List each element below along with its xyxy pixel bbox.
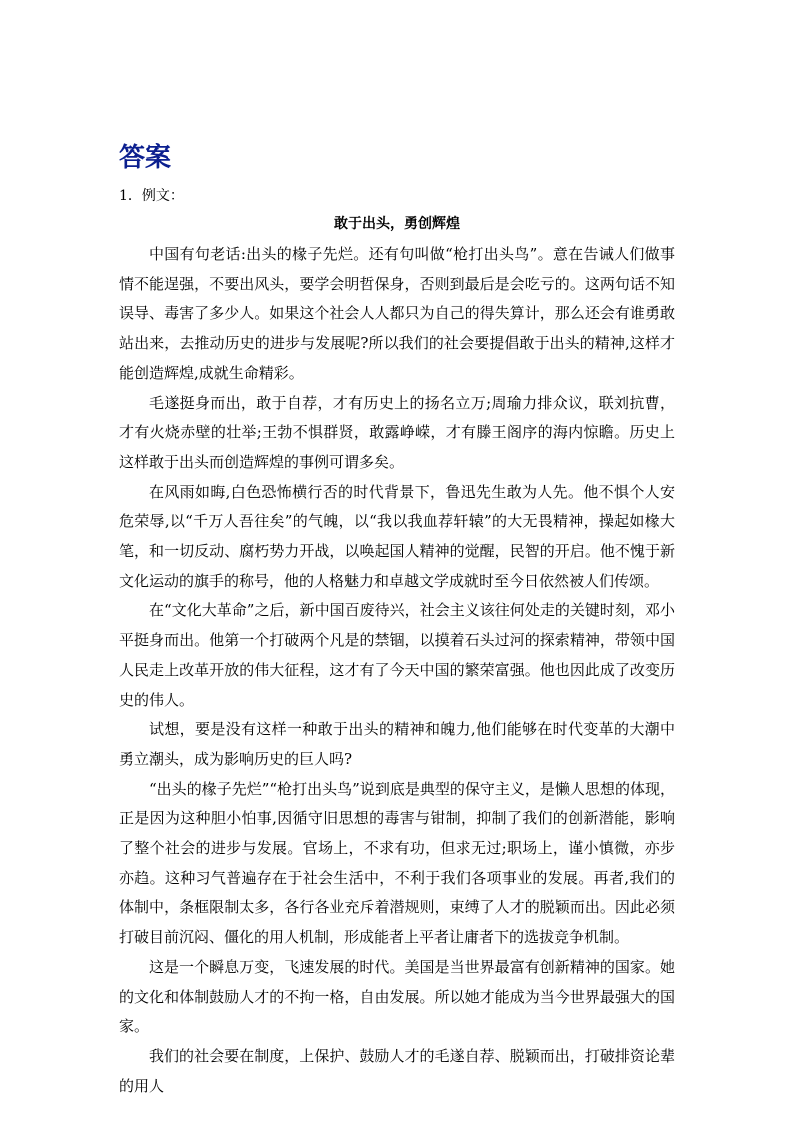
essay-paragraph-2: 毛遂挺身而出，敢于自荐，才有历史上的扬名立万;周瑜力排众议，联刘抗曹，才有火烧赤壁的壮举;王勃不惧群贤，敢露峥嵘，才有滕王阁序的海内惊瞻。历史上这样敢于出头而创造辉煌的事例可谓多矣。 <box>119 393 675 471</box>
essay-paragraph-3: 在风雨如晦,白色恐怖横行否的时代背景下，鲁迅先生敢为人先。他不惧个人安危荣辱,以“千万人吾往矣”的气魄，以“我以我血荐轩辕”的大无畏精神，操起如椽大笔，和一切反动、腐朽势力开战，以唤起国人精神的觉醒，民智的开启。他不愧于新文化运动的旗手的称号，他的人格魅力和卓越文学成就时至今日依然被人们传颂。 <box>119 482 675 590</box>
essay-paragraph-7: 这是一个瞬息万变，飞速发展的时代。美国是当世界最富有创新精神的国家。她的文化和体制鼓励人才的不拘一格，自由发展。所以她才能成为当今世界最强大的国家。 <box>119 957 675 1036</box>
question-label: 1．例文： <box>119 188 184 204</box>
answer-heading: 答案 <box>119 143 172 173</box>
essay-paragraph-6: “出头的椽子先烂”“枪打出头鸟”说到底是典型的保守主义，是懒人思想的体现，正是因为这种胆小怕事,因循守旧思想的毒害与钳制，抑制了我们的创新潜能，影响了整个社会的进步与发展。官场上，不求有功，但求无过;职场上，谨小慎微，亦步亦趋。这种习气普遍存在于社会生活中，不利于我们各项事业的发展。再者,我们的体制中，条框限制太多，各行各业充斥着潜规则，束缚了人才的脱颖而出。因此必须打破目前沉闷、僵化的用人机制，形成能者上平者让庸者下的选拔竞争机制。 <box>119 779 675 947</box>
essay-paragraph-1: 中国有句老话:出头的椽子先烂。还有句叫做“枪打出头鸟”。意在告诫人们做事情不能逞强，不要出风头，要学会明哲保身，否则到最后是会吃亏的。这两句话不知误导、毒害了多少人。如果这个社会人人都只为自己的得失算计，那么还会有谁勇敢站出来，去推动历史的进步与发展呢?所以我们的社会要提倡敢于出头的精神,这样才能创造辉煌,成就生命精彩。 <box>119 245 675 382</box>
essay-paragraph-4: 在“文化大革命”之后，新中国百废待兴，社会主义该往何处走的关键时刻，邓小平挺身而出。他第一个打破两个凡是的禁锢，以摸着石头过河的探索精神，带领中国人民走上改革开放的伟大征程，这才有了今天中国的繁荣富强。他也因此成了改变历史的伟人。 <box>119 601 675 709</box>
essay-paragraph-5: 试想，要是没有这样一种敢于出头的精神和魄力,他们能够在时代变革的大潮中勇立潮头，成为影响历史的巨人吗? <box>119 720 675 768</box>
essay-body <box>119 240 675 1101</box>
essay-title: 敢于出头，勇创辉煌 <box>334 216 460 232</box>
essay-paragraph-8: 我们的社会要在制度，上保护、鼓励人才的毛遂自荐、脱颖而出，打破排资论辈的用人 <box>119 1046 675 1095</box>
